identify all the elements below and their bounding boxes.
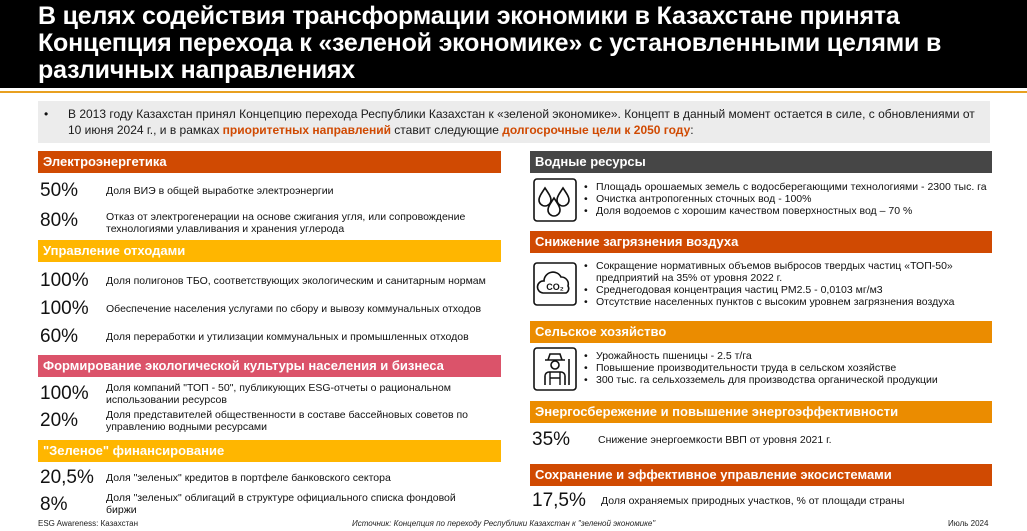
- co2-label: CO₂: [546, 282, 564, 292]
- intro-text-3: :: [690, 123, 694, 137]
- electro-desc-1: Доля ВИЭ в общей выработке электроэнергии: [106, 185, 334, 197]
- section-agro-title: Сельское хозяйство: [530, 321, 992, 343]
- culture-pct-1: 100%: [40, 383, 89, 404]
- waste-desc-2: Обеспечение населения услугами по сбору и вывозу коммунальных отходов: [106, 303, 482, 315]
- intro-text: [68, 106, 983, 138]
- page-title: В целях содействия трансформации экономики в Казахстане принята Концепция перехода к «зеленой экономике» с установленными целями в различных направлениях: [38, 2, 942, 84]
- water-item-1: • Площадь орошаемых земель с водосберегающими технологиями - 2300 тыс. га: [584, 181, 1004, 193]
- water-drops-icon: [533, 178, 577, 222]
- electro-desc-2: Отказ от электрогенерации на основе сжигания угля, или сопровождение технологиями улавливания и хранения углерода: [106, 211, 466, 235]
- waste-pct-1: 100%: [40, 270, 89, 291]
- culture-desc-1: Доля компаний "ТОП - 50", публикующих ESG-отчеты о рациональном использовании ресурсов: [106, 382, 451, 406]
- energy-pct: 35%: [532, 429, 571, 450]
- intro-bullet: •: [44, 107, 49, 121]
- culture-pct-2: 20%: [40, 410, 79, 431]
- section-waste-title: Управление отходами: [38, 240, 501, 262]
- water-item-3: • Доля водоемов с хорошим качеством поверхностных вод – 70 %: [584, 205, 1004, 217]
- air-item-3: • Отсутствие населенных пунктов с высоким уровнем загрязнения воздуха: [584, 296, 1004, 308]
- eco-pct: 17,5%: [532, 490, 586, 511]
- waste-pct-2: 100%: [40, 298, 89, 319]
- footer-left: ESG Awareness: Казахстан: [38, 519, 139, 528]
- energy-desc: Снижение энергоемкости ВВП от уровня 2021 г.: [598, 434, 832, 446]
- intro-text-2: ставит следующие: [390, 123, 503, 137]
- finance-pct-2: 8%: [40, 494, 68, 515]
- air-item-1: • Сокращение нормативных объемов выбросов твердых частиц «ТОП-50» предприятий на 35% от уровня 2022 г.: [584, 260, 1004, 284]
- footer-date: Июль 2024: [948, 519, 989, 528]
- finance-desc-2: Доля "зеленых" облигаций в структуре официального списка фондовой биржи: [106, 492, 456, 516]
- electro-pct-1: 50%: [40, 180, 79, 201]
- agro-item-1: • Урожайность пшеницы - 2.5 т/га: [584, 350, 1004, 362]
- culture-desc-2: Доля представителей общественности в составе бассейновых советов по управлению водными ресурсами: [106, 409, 468, 433]
- section-culture-title: Формирование экологической культуры населения и бизнеса: [38, 355, 501, 377]
- agro-item-2: • Повышение производительности труда в сельском хозяйстве: [584, 362, 1004, 374]
- section-air-title: Снижение загрязнения воздуха: [530, 231, 992, 253]
- co2-cloud-icon: [533, 262, 577, 306]
- air-item-2: • Среднегодовая концентрация частиц PM2.5 - 0,0103 мг/м3: [584, 284, 1004, 296]
- section-electro-title: Электроэнергетика: [38, 151, 501, 173]
- farmer-icon: [533, 347, 577, 391]
- water-list: [584, 181, 1004, 217]
- intro-text-1: В 2013 году Казахстан принял Концепцию перехода Республики Казахстан к «зеленой экономике». Концепт в данный момент остается в силе, с обновлениями от 10 июня 2024 г., и в рамках: [68, 107, 975, 137]
- header-banner: [0, 0, 1027, 88]
- section-eco-title: Сохранение и эффективное управление экосистемами: [530, 464, 992, 486]
- electro-pct-2: 80%: [40, 210, 79, 231]
- section-finance-title: "Зеленое" финансирование: [38, 440, 501, 462]
- section-water-title: Водные ресурсы: [530, 151, 992, 173]
- intro-highlight-goals: долгосрочные цели к 2050 году: [502, 123, 691, 137]
- finance-desc-1: Доля "зеленых" кредитов в портфеле банковского сектора: [106, 472, 391, 484]
- agro-item-3: • 300 тыс. га сельхозземель для производства органической продукции: [584, 374, 1004, 386]
- footer-source: Источник: Концепция по переходу Республики Казахстан к "зеленой экономике": [352, 519, 656, 528]
- intro-highlight-priority: приоритетных направлений: [222, 123, 391, 137]
- finance-pct-1: 20,5%: [40, 467, 94, 488]
- waste-desc-3: Доля переработки и утилизации коммунальных и промышленных отходов: [106, 331, 469, 343]
- waste-pct-3: 60%: [40, 326, 79, 347]
- intro-box: [38, 101, 990, 143]
- waste-desc-1: Доля полигонов ТБО, соответствующих экологическим и санитарным нормам: [106, 275, 486, 287]
- section-energy-title: Энергосбережение и повышение энергоэффективности: [530, 401, 992, 423]
- header-divider: [0, 91, 1027, 93]
- eco-desc: Доля охраняемых природных участков, % от площади страны: [601, 495, 905, 507]
- agro-list: [584, 350, 1004, 386]
- water-item-2: • Очистка антропогенных сточных вод - 100%: [584, 193, 1004, 205]
- air-list: [584, 260, 1004, 308]
